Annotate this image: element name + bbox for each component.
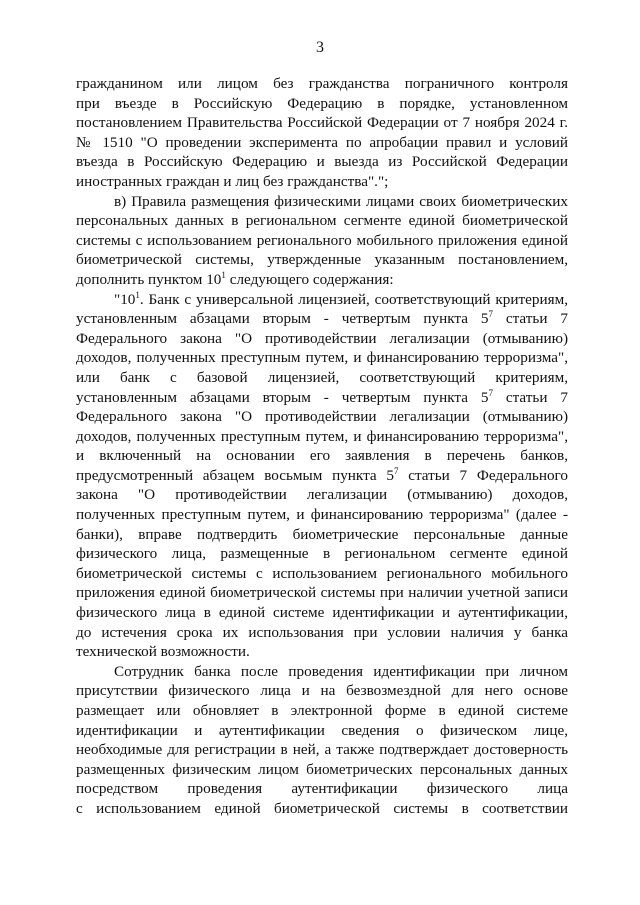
- text-line: размещенных физическим лицом биометрических персональных данных: [76, 760, 568, 778]
- document-body: [76, 74, 568, 819]
- text-line: дополнить пунктом $10^1$ следующего содержания:: [76, 269, 394, 288]
- text-line: "$10^1$. Банк с универсальной лицензией, соответствующий критериям,: [114, 289, 568, 308]
- text-line: установленным абзацами вторым - четвертым пункта $5^7$ статьи 7: [76, 387, 568, 406]
- text-line: присутствии физического лица и на безвозмездной для него основе: [76, 682, 568, 700]
- text-line: въезда в Российскую Федерацию и выезда из Российской Федерации: [76, 153, 568, 171]
- text-line: установленным абзацами вторым - четвертым пункта $5^7$ статьи 7: [76, 309, 568, 328]
- page-number: 3: [316, 39, 324, 56]
- text-line: № 1510 "О проведении эксперимента по апробации правил и условий: [76, 133, 568, 151]
- text-line: Федерального закона "О противодействии легализации (отмыванию): [76, 408, 568, 426]
- text-line: до истечения срока их использования при условии наличия у банка: [76, 623, 568, 641]
- text-line: и включенный на основании его заявления в перечень банков,: [76, 447, 568, 465]
- text-line: биометрической системы с использованием регионального мобильного: [76, 564, 568, 582]
- text-line: с использованием единой биометрической системы в соответствии: [76, 799, 568, 817]
- text-line: иностранных граждан и лиц без гражданства".";: [76, 172, 389, 190]
- text-line: доходов, полученных преступным путем, и финансированию терроризма",: [76, 349, 568, 367]
- text-line: Федерального закона "О противодействии легализации (отмыванию): [76, 329, 568, 347]
- text-line: физического лица в единой системе идентификации и аутентификации,: [76, 604, 568, 622]
- text-line: банки), вправе подтвердить биометрические персональные данные: [76, 525, 568, 543]
- text-line: Сотрудник банка после проведения идентификации при личном: [114, 662, 568, 680]
- text-line: постановлением Правительства Российской Федерации от 7 ноября 2024 г.: [76, 114, 568, 132]
- text-line: идентификации и аутентификации сведения о физическом лице,: [76, 721, 568, 739]
- text-line: доходов, полученных преступным путем, и финансированию терроризма",: [76, 427, 568, 445]
- text-line: биометрической системы, утвержденные указанным постановлением,: [76, 251, 568, 269]
- text-line: системы с использованием регионального мобильного приложения единой: [76, 231, 568, 249]
- text-line: предусмотренный абзацем восьмым пункта $5^7$ статьи 7 Федерального: [76, 465, 569, 484]
- text-line: приложения единой биометрической системы при наличии учетной записи: [76, 584, 568, 602]
- text-line: при въезде в Российскую Федерацию в порядке, установленном: [76, 94, 568, 112]
- text-line: физического лица, размещенные в региональном сегменте единой: [76, 545, 568, 563]
- text-line: в) Правила размещения физическими лицами своих биометрических: [114, 192, 568, 210]
- text-line: технической возможности.: [76, 643, 250, 661]
- text-line: посредством проведения аутентификации физического лица: [76, 780, 568, 798]
- text-line: закона "О противодействии легализации (отмыванию) доходов,: [76, 486, 568, 504]
- text-line: размещает или обновляет в электронной форме в единой системе: [76, 702, 568, 719]
- text-line: персональных данных в региональном сегменте единой биометрической: [76, 212, 568, 230]
- text-line: необходимые для регистрации в ней, а также подтверждает достоверность: [76, 741, 568, 759]
- text-line: гражданином или лицом без гражданства пограничного контроля: [76, 75, 568, 92]
- text-line: или банк с базовой лицензией, соответствующий критериям,: [76, 368, 568, 386]
- text-line: полученных преступным путем, и финансированию терроризма" (далее -: [76, 506, 568, 524]
